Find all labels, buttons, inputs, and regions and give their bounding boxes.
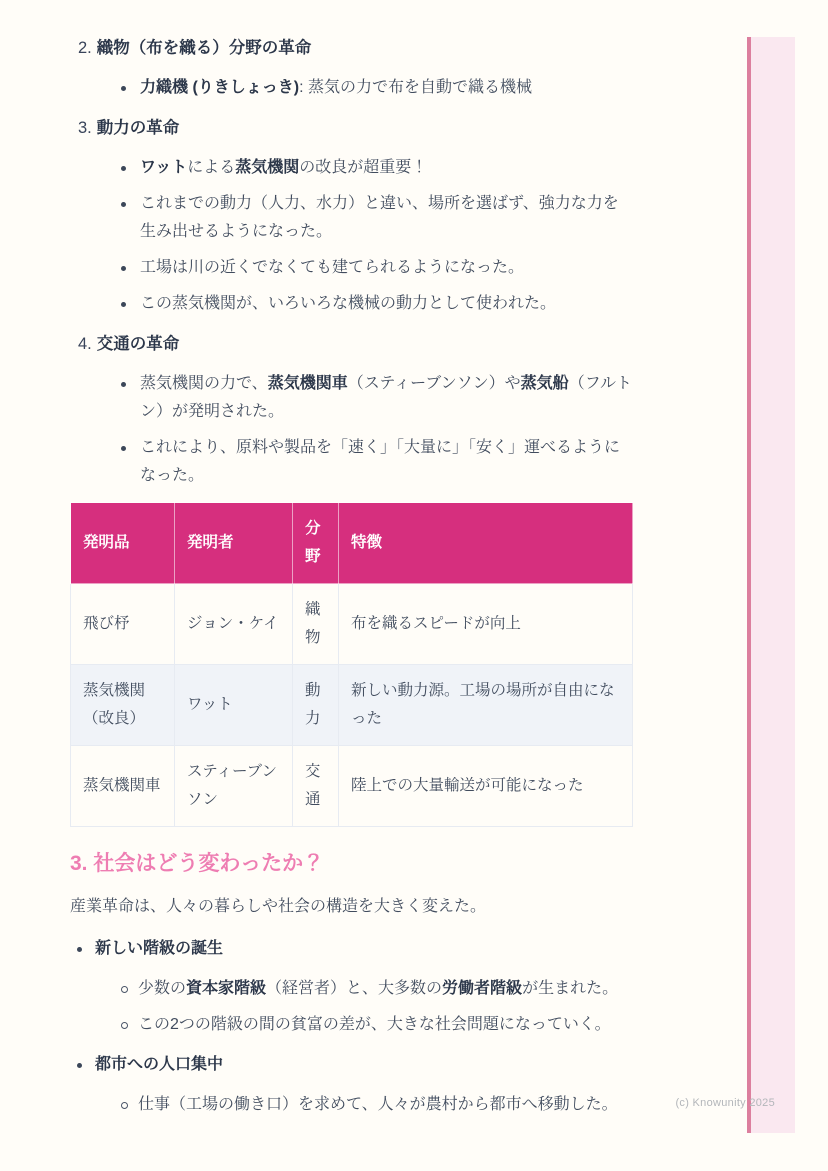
list-item: [70, 434, 633, 490]
section-heading: [70, 330, 633, 358]
society-sublist: [95, 975, 633, 1039]
bullet-dot-icon: [77, 1063, 82, 1068]
list-item-title: 都市への人口集中: [95, 1056, 224, 1073]
table-row: [71, 746, 633, 827]
table-cell: 新しい動力源。工場の場所が自由になった: [339, 665, 633, 746]
bullet-circle-icon: [121, 986, 128, 993]
list-item: [95, 1011, 633, 1039]
table-row: [71, 584, 633, 665]
bullet-dot-icon: [121, 266, 126, 271]
list-item-text: この蒸気機関が、いろいろな機械の動力として使われた。: [140, 295, 557, 312]
list-item: [95, 975, 633, 1003]
column-header: 特徴: [339, 503, 633, 584]
column-header: 発明品: [71, 503, 175, 584]
list-item-text: これにより、原料や製品を「速く」「大量に」「安く」運べるようになった。: [140, 439, 621, 484]
section-title: 織物（布を織る）分野の革命: [96, 39, 312, 57]
section-number: 4.: [78, 335, 92, 353]
column-header: 分野: [293, 503, 339, 584]
section-heading: [70, 34, 633, 62]
copyright-watermark: (c) Knowunity 2025: [675, 1097, 775, 1109]
list-item: [70, 74, 633, 102]
table-cell: 織物: [293, 584, 339, 665]
list-item-text: 少数の資本家階級（経営者）と、大多数の労働者階級が生まれた。: [138, 980, 619, 997]
bullet-dot-icon: [121, 446, 126, 451]
table-cell: ワット: [175, 665, 293, 746]
society-section-heading: 3. 社会はどう変わったか？: [70, 852, 325, 875]
section-heading: [70, 114, 633, 142]
page-margin-highlight-stripe: [747, 37, 795, 1133]
table-cell: 蒸気機関車: [71, 746, 175, 827]
bullet-dot-icon: [121, 166, 126, 171]
table-row: [71, 665, 633, 746]
section-number: 3.: [78, 119, 92, 137]
table-header-row: [71, 503, 633, 584]
bullet-dot-icon: [121, 302, 126, 307]
list-item: [70, 190, 633, 246]
column-header: 発明者: [175, 503, 293, 584]
table-cell: 交通: [293, 746, 339, 827]
list-item: [70, 935, 633, 1039]
table-cell: 布を織るスピードが向上: [339, 584, 633, 665]
table-cell: 蒸気機関（改良）: [71, 665, 175, 746]
list-item: [95, 1091, 633, 1119]
society-sublist: [95, 1091, 633, 1119]
list-item-text: 蒸気機関の力で、蒸気機関車（スティーブンソン）や蒸気船（フルトン）が発明された。: [140, 375, 633, 420]
table-cell: ジョン・ケイ: [175, 584, 293, 665]
document-content: [70, 0, 633, 1131]
list-item: [70, 154, 633, 182]
list-item-title: 新しい階級の誕生: [95, 940, 224, 957]
bullet-dot-icon: [121, 202, 126, 207]
section-bullet-list: [70, 74, 633, 102]
section-title: 交通の革命: [96, 335, 180, 353]
table-cell: スティーブンソン: [175, 746, 293, 827]
inventions-table: [70, 502, 633, 827]
table-cell: 飛び杼: [71, 584, 175, 665]
list-item: [70, 290, 633, 318]
bullet-dot-icon: [121, 382, 126, 387]
list-item-text: この2つの階級の間の貧富の差が、大きな社会問題になっていく。: [138, 1016, 611, 1033]
list-item: [70, 254, 633, 282]
bullet-circle-icon: [121, 1102, 128, 1109]
bullet-circle-icon: [121, 1022, 128, 1029]
section-title: 動力の革命: [96, 119, 180, 137]
society-intro-paragraph: 産業革命は、人々の暮らしや社会の構造を大きく変えた。: [70, 898, 487, 915]
list-item-text: 仕事（工場の働き口）を求めて、人々が農村から都市へ移動した。: [138, 1096, 618, 1113]
society-list: [70, 935, 633, 1119]
table-cell: 動力: [293, 665, 339, 746]
bullet-dot-icon: [77, 947, 82, 952]
list-item: [70, 370, 633, 426]
list-item-text: これまでの動力（人力、水力）と違い、場所を選ばず、強力な力を生み出せるようになった。: [140, 195, 619, 240]
list-item-text: 力織機 (りきしょっき): 蒸気の力で布を自動で織る機械: [140, 79, 533, 96]
section-bullet-list: [70, 370, 633, 490]
list-item-text: 工場は川の近くでなくても建てられるようになった。: [140, 259, 525, 276]
bullet-dot-icon: [121, 86, 126, 91]
section-bullet-list: [70, 154, 633, 318]
table-cell: 陸上での大量輸送が可能になった: [339, 746, 633, 827]
list-item-text: ワットによる蒸気機関の改良が超重要！: [140, 159, 428, 176]
list-item: [70, 1051, 633, 1119]
section-number: 2.: [78, 39, 92, 57]
